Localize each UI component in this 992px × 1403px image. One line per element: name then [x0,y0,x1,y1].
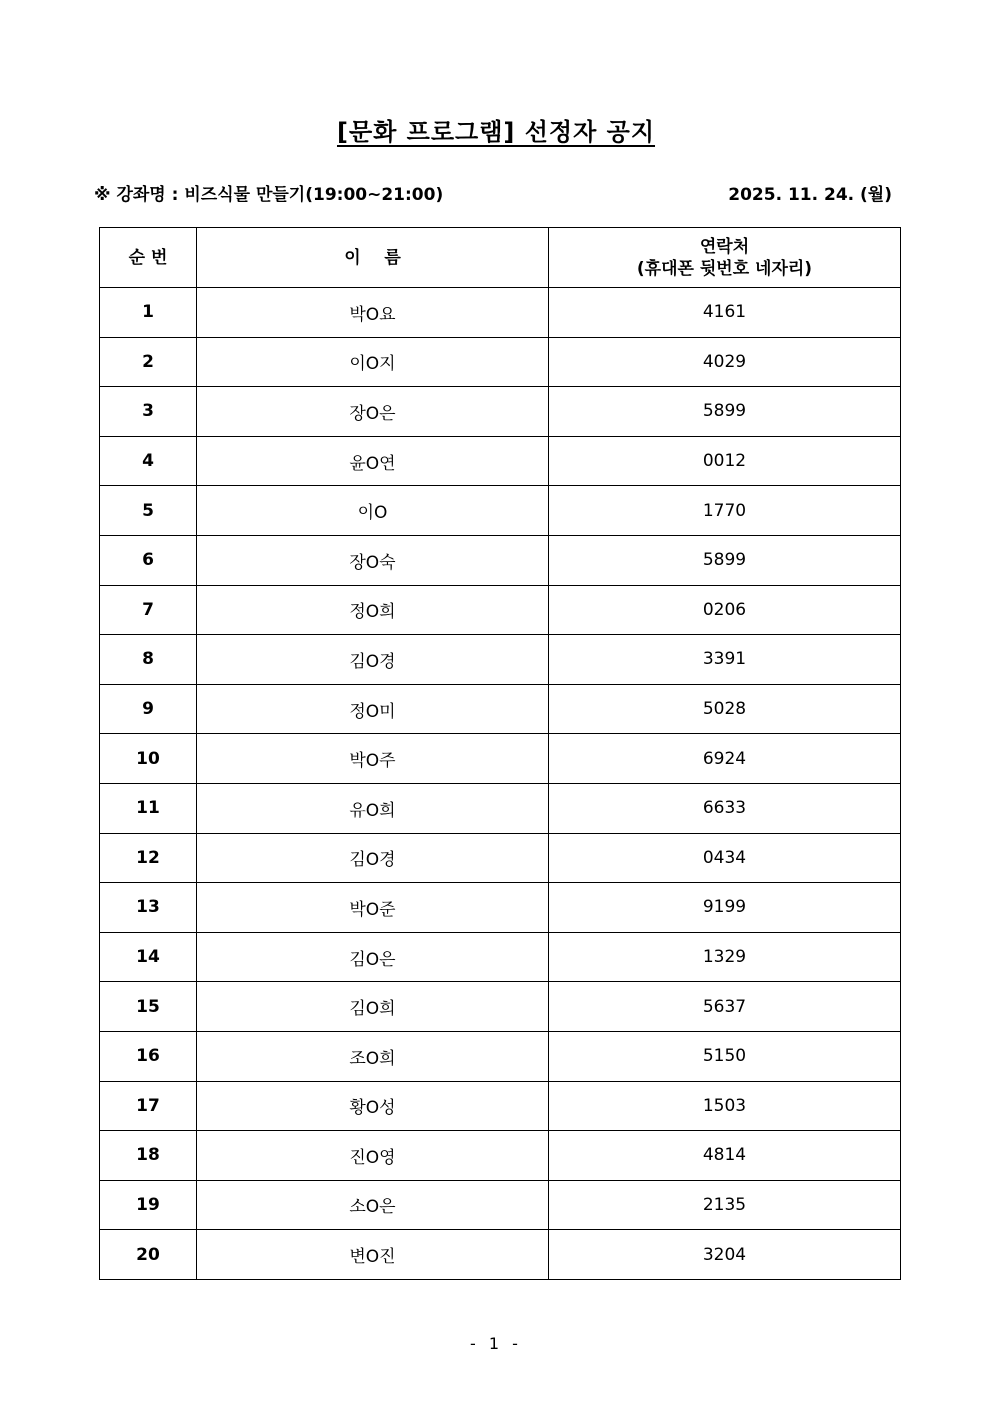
participant-name: 박O요 [197,288,549,338]
contact-digits: 4814 [549,1131,901,1181]
participant-name: 정O희 [197,585,549,635]
table-header-row [100,228,901,288]
participant-name: 장O은 [197,387,549,437]
participant-name: 진O영 [197,1131,549,1181]
contact-digits: 3204 [549,1230,901,1280]
table-row [100,1031,901,1081]
table-row [100,337,901,387]
contact-digits: 3391 [549,635,901,685]
table-row [100,932,901,982]
contact-digits: 5899 [549,535,901,585]
course-info-line [94,180,892,204]
table-row [100,982,901,1032]
contact-digits: 4161 [549,288,901,338]
table-row [100,783,901,833]
participant-name: 유O희 [197,783,549,833]
participant-name: 소O은 [197,1180,549,1230]
row-number: 10 [100,734,197,784]
row-number: 11 [100,783,197,833]
row-number: 3 [100,387,197,437]
header-no: 순 번 [100,228,197,288]
row-number: 6 [100,535,197,585]
document-title [0,112,992,147]
table-row [100,1180,901,1230]
contact-digits: 9199 [549,883,901,933]
contact-digits: 1503 [549,1081,901,1131]
row-number: 2 [100,337,197,387]
table-row [100,883,901,933]
participant-name: 김O은 [197,932,549,982]
participant-name: 조O희 [197,1031,549,1081]
contact-digits: 0434 [549,833,901,883]
table-row [100,833,901,883]
row-number: 12 [100,833,197,883]
participant-name: 윤O연 [197,436,549,486]
row-number: 7 [100,585,197,635]
participant-name: 김O경 [197,833,549,883]
contact-digits: 5899 [549,387,901,437]
row-number: 17 [100,1081,197,1131]
contact-digits: 6924 [549,734,901,784]
contact-digits: 5637 [549,982,901,1032]
header-contact-line1: 연락처 [699,236,750,257]
row-number: 19 [100,1180,197,1230]
row-number: 20 [100,1230,197,1280]
contact-digits: 5150 [549,1031,901,1081]
row-number: 13 [100,883,197,933]
table-row [100,684,901,734]
course-name: ※ 강좌명 : 비즈식물 만들기(19:00~21:00) [94,185,444,205]
row-number: 15 [100,982,197,1032]
participant-name: 이O지 [197,337,549,387]
table-row [100,734,901,784]
notice-date: 2025. 11. 24. (월) [728,185,892,205]
participant-name: 김O희 [197,982,549,1032]
table-row [100,535,901,585]
row-number: 18 [100,1131,197,1181]
contact-digits: 6633 [549,783,901,833]
table-row [100,436,901,486]
row-number: 14 [100,932,197,982]
header-contact [549,228,901,288]
header-name: 이 름 [197,228,549,288]
table-row [100,288,901,338]
contact-digits: 4029 [549,337,901,387]
contact-digits: 1770 [549,486,901,536]
page-number: - 1 - [470,1334,522,1353]
row-number: 5 [100,486,197,536]
participant-name: 정O미 [197,684,549,734]
row-number: 16 [100,1031,197,1081]
row-number: 1 [100,288,197,338]
table-row [100,387,901,437]
participant-name: 황O성 [197,1081,549,1131]
row-number: 9 [100,684,197,734]
table-row [100,1131,901,1181]
table-row [100,585,901,635]
participant-name: 이O [197,486,549,536]
participant-name: 박O주 [197,734,549,784]
table-row [100,635,901,685]
row-number: 4 [100,436,197,486]
contact-digits: 1329 [549,932,901,982]
contact-digits: 2135 [549,1180,901,1230]
contact-digits: 0206 [549,585,901,635]
row-number: 8 [100,635,197,685]
contact-digits: 5028 [549,684,901,734]
table-row [100,486,901,536]
document-title-text: [문화 프로그램] 선정자 공지 [336,118,656,146]
participant-name: 김O경 [197,635,549,685]
header-contact-line2: (휴대폰 뒷번호 네자리) [636,258,813,279]
selected-participants-table [99,227,901,1280]
table-row [100,1081,901,1131]
table-row [100,1230,901,1280]
participant-name: 변O진 [197,1230,549,1280]
contact-digits: 0012 [549,436,901,486]
participant-name: 장O숙 [197,535,549,585]
participant-name: 박O준 [197,883,549,933]
